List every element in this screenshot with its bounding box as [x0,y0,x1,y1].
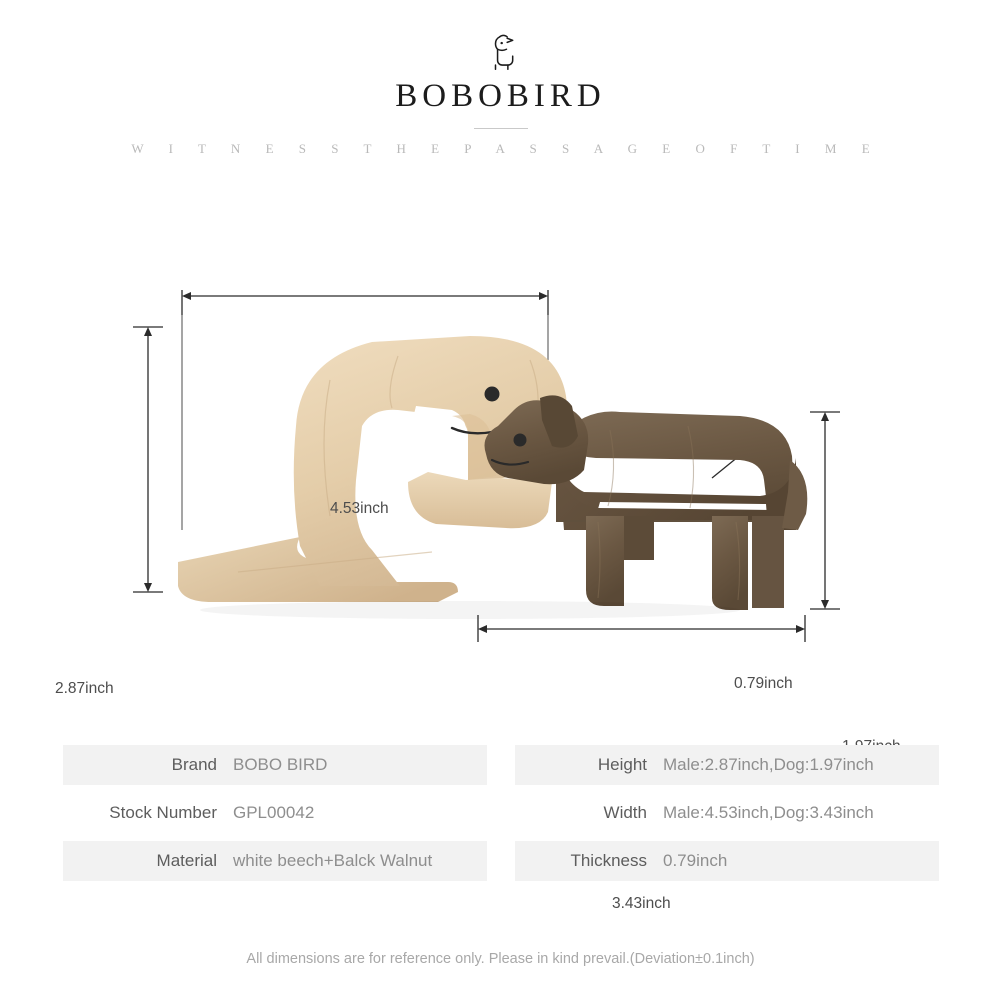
dimension-label-thickness: 0.79inch [734,675,793,692]
bird-icon [479,30,523,74]
spec-row-height [515,745,939,785]
spec-row-stock-number [63,793,487,833]
spec-key-brand: Brand [171,755,217,774]
spec-value-material: white beech+Balck Walnut [233,851,433,870]
dimension-label-top-width: 4.53inch [330,500,389,517]
dimension-label-bottom-width: 3.43inch [612,895,671,912]
spec-key-thickness: Thickness [570,851,647,870]
spec-value-height: Male:2.87inch,Dog:1.97inch [663,755,874,774]
spec-row-thickness [515,841,939,881]
brand-header [0,30,1001,157]
spec-row-material [63,841,487,881]
spec-key-stock-number: Stock Number [109,803,217,822]
brand-tagline: W I T N E S S T H E P A S S A G E O F T I M E [131,141,881,157]
specifications-table [63,745,939,889]
spec-value-stock-number: GPL00042 [233,803,315,822]
brand-name: BOBOBIRD [395,78,606,114]
product-figure [0,230,1001,700]
spec-column-left [63,745,487,889]
spec-value-width: Male:4.53inch,Dog:3.43inch [663,803,874,822]
spec-key-height: Height [597,755,647,774]
spec-row-brand [63,745,487,785]
footer-disclaimer: All dimensions are for reference only. Please in kind prevail.(Deviation±0.1inch) [246,951,755,967]
dimension-label-left-height: 2.87inch [55,680,114,697]
spec-value-thickness: 0.79inch [663,851,728,870]
spec-column-right [515,745,939,889]
spec-row-width [515,793,939,833]
spec-value-brand: BOBO BIRD [233,755,328,774]
spec-key-width: Width [603,803,647,822]
brand-divider [474,128,528,129]
spec-key-material: Material [156,851,217,870]
